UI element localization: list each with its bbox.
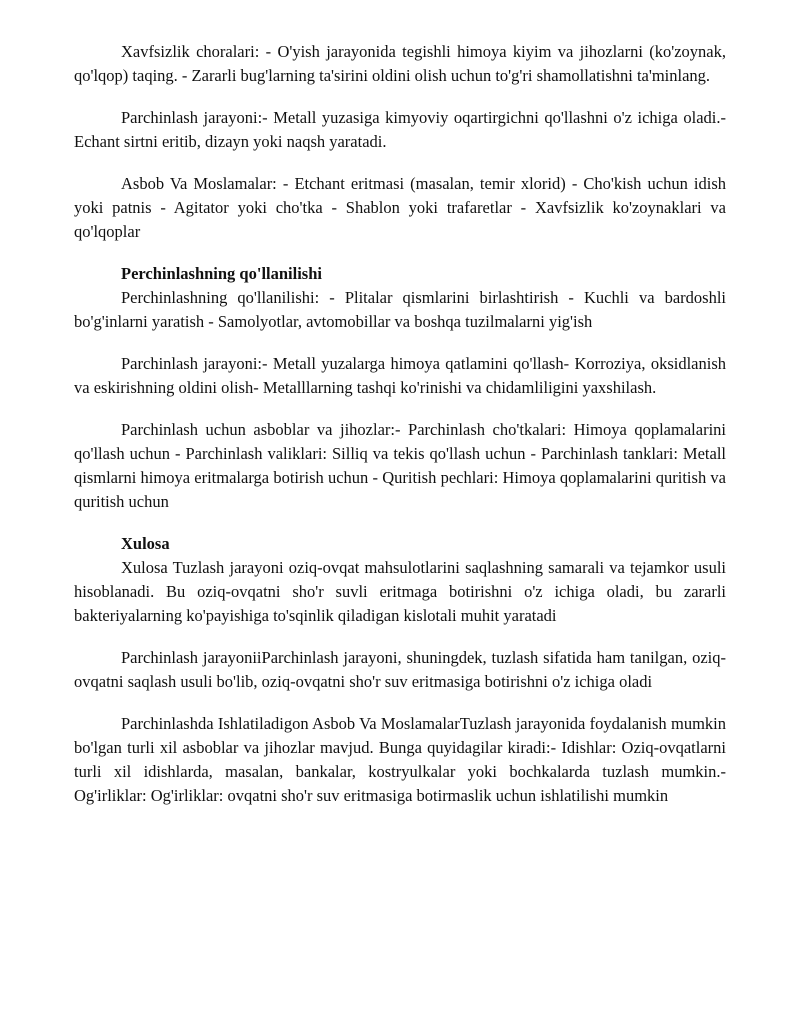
paragraph-riveting-process: Parchinlash jarayoni:- Metall yuzasiga kimyoviy oqartirgichni qo'llashni o'z ichiga oladi.- Echant sirtni eritib, dizayn yoki naqsh yaratadi. <box>74 108 726 151</box>
paragraph-tools-equipment: Asbob Va Moslamalar: - Etchant eritmasi (masalan, temir xlorid) - Cho'kish uchun idish yoki patnis - Agitator yoki cho'tka - Shablon yoki trafaretlar - Xavfsizlik ko'zoynaklari va qo'lqoplar <box>74 174 726 241</box>
paragraph-riveting-applications: Perchinlashning qo'llanilishi: - Plitalar qismlarini birlashtirish - Kuchli va bardoshli bo'g'inlarni yaratish - Samolyotlar, avtomobillar va boshqa tuzilmalarni yig'ish <box>74 288 726 331</box>
paragraph-conclusion: Xulosa Tuzlash jarayoni oziq-ovqat mahsulotlarini saqlashning samarali va tejamkor usuli hisoblanadi. Bu oziq-ovqatni sho'r suvli eritmaga botirishni o'z ichiga oladi, bu zararli bakteriyalarning ko'payishiga to'sqinlik qiladigan kislotali muhit yaratadi <box>74 558 726 625</box>
section-conclusion <box>74 532 726 808</box>
paragraph-pickling-tools: Parchinlashda Ishlatiladigon Asbob Va MoslamalarTuzlash jarayonida foydalanish mumkin bo'lgan turli xil asboblar va jihozlar mavjud. Bunga quyidagilar kiradi:- Idishlar: Oziq-ovqatlarni turli xil idishlarda, masalan, bankalar, kostryulkalar yoki bochkalarda tuzlash mumkin.- Og'irliklar: Og'irliklar: ovqatni sho'r suv eritmasiga botirmaslik uchun ishlatilishi mumkin <box>74 714 726 805</box>
paragraph-riveting-tools: Parchinlash uchun asboblar va jihozlar:- Parchinlash cho'tkalari: Himoya qoplamalarini qo'llash uchun - Parchinlash valiklari: Silliq va tekis qo'llash uchun - Parchinlash tanklari: Metall qismlarni himoya eritmalarga botirish uchun - Quritish pechlari: Himoya qoplamalarini quritish va quritish uchun <box>74 420 726 511</box>
paragraph-riveting-process-protection: Parchinlash jarayoni:- Metall yuzalarga himoya qatlamini qo'llash- Korroziya, oksidlanish va eskirishning oldini olish- Metalllarning tashqi ko'rinishi va chidamliligini yaxshilash. <box>74 354 726 397</box>
section-heading: Xulosa <box>121 534 170 553</box>
section-riveting-applications <box>74 262 726 514</box>
paragraph-safety-measures: Xavfsizlik choralari: - O'yish jarayonida tegishli himoya kiyim va jihozlarni (ko'zoynak, qo'lqop) taqing. - Zararli bug'larning ta'sirini oldini olish uchun to'g'ri shamollatishni ta'minlang. <box>74 42 726 85</box>
document-page <box>74 40 726 808</box>
paragraph-pickling-process: Parchinlash jarayoniiParchinlash jarayoni, shuningdek, tuzlash sifatida ham tanilgan, oziq-ovqatni saqlash usuli bo'lib, oziq-ovqatni sho'r suv eritmasiga botirishni o'z ichiga oladi <box>74 648 726 691</box>
section-heading: Perchinlashning qo'llanilishi <box>121 264 322 283</box>
